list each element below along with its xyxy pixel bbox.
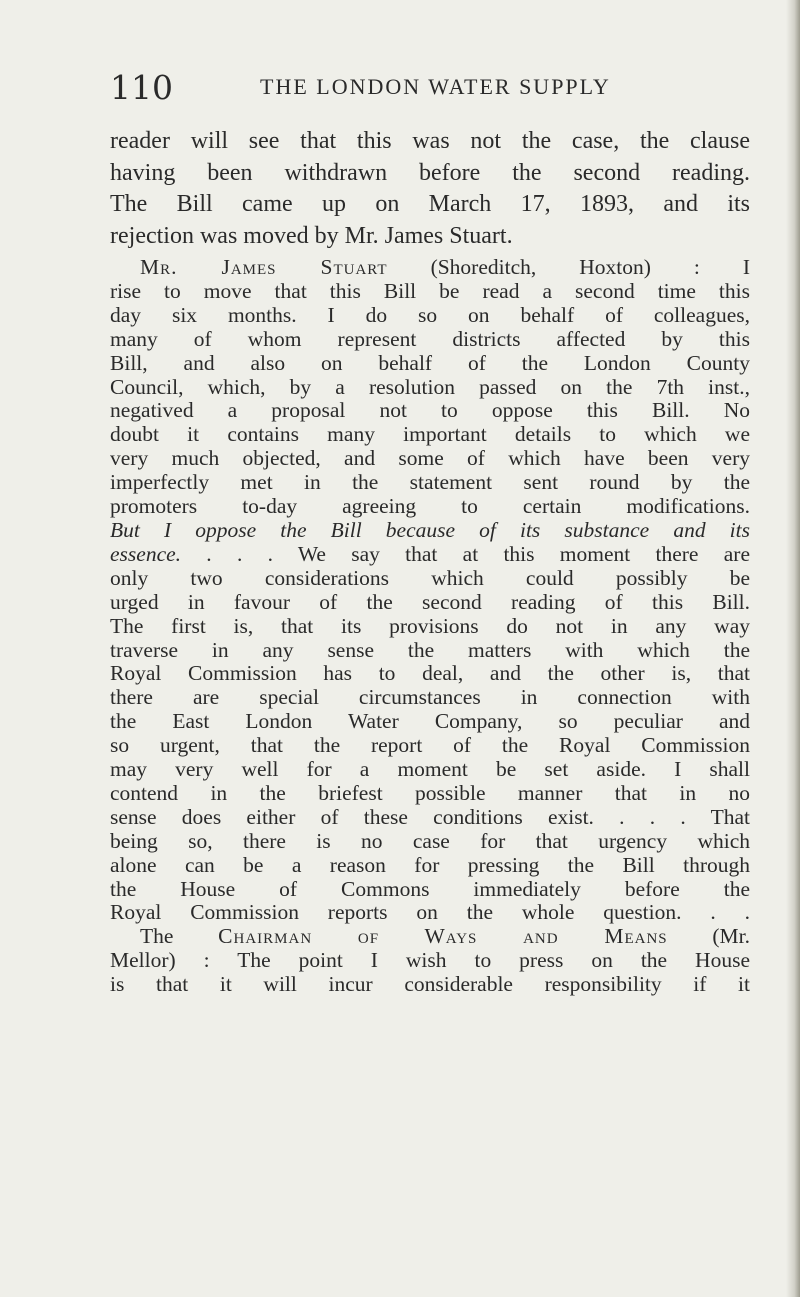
page-edge-shadow — [786, 0, 800, 1297]
text-line: doubt it contains many important details to which we — [110, 422, 750, 447]
page-header — [110, 68, 750, 108]
text-line: sense does either of these conditions exist. . . . That — [110, 804, 750, 829]
page-number: 110 — [110, 68, 173, 107]
intro-paragraph — [110, 126, 750, 252]
text-line: the East London Water Company, so peculiar and — [110, 709, 750, 734]
text-line: rejection was moved by Mr. James Stuart. — [110, 222, 513, 249]
text-line: imperfectly met in the statement sent round by the — [110, 470, 750, 495]
italic-line: But I oppose the Bill because of its substance and its — [110, 517, 750, 542]
text-line: Mellor) : The point I wish to press on the House — [110, 948, 750, 973]
text-line: very much objected, and some of which have been very — [110, 446, 750, 471]
text-line: alone can be a reason for pressing the Bill through — [110, 852, 750, 877]
text-line: The first is, that its provisions do not in any way — [110, 613, 750, 638]
line-rest: (Mr. — [667, 924, 750, 949]
text-line: promoters to-day agreeing to certain modifications. — [110, 494, 750, 519]
text-line — [110, 543, 750, 567]
text-line: Royal Commission reports on the whole question. . . — [110, 900, 750, 925]
text-line: negatived a proposal not to oppose this Bill. No — [110, 398, 750, 423]
text-line: only two considerations which could possibly be — [110, 565, 750, 590]
text-line: many of whom represent districts affected by this — [110, 326, 750, 351]
text-line: rise to move that this Bill be read a second time this — [110, 278, 750, 303]
text-line — [110, 256, 750, 280]
text-line: is that it will incur considerable responsibility if it — [110, 972, 750, 997]
italic-word: essence. — [110, 541, 182, 566]
text-line: Royal Commission has to deal, and the other is, that — [110, 661, 750, 686]
text-line: there are special circumstances in connection with — [110, 685, 750, 710]
running-title: THE LONDON WATER SUPPLY — [260, 74, 611, 99]
speaker-name: Chairman of Ways and Means — [218, 924, 668, 949]
text-line: urged in favour of the second reading of this Bill. — [110, 589, 750, 614]
text-line: The Bill came up on March 17, 1893, and its — [110, 191, 750, 217]
text-line: Council, which, by a resolution passed on the 7th inst., — [110, 374, 750, 399]
text-line: Bill, and also on behalf of the London County — [110, 350, 750, 375]
line-rest: . . . We say that at this moment there are — [181, 541, 750, 566]
text-line: reader will see that this was not the case, the clause — [110, 128, 750, 154]
quoted-speech — [110, 256, 750, 997]
text-line: may very well for a moment be set aside. I shall — [110, 757, 750, 782]
text-line: day six months. I do so on behalf of colleagues, — [110, 302, 750, 327]
text-line: being so, there is no case for that urgency which — [110, 828, 750, 853]
text-line: traverse in any sense the matters with which the — [110, 637, 750, 662]
text-line — [110, 925, 750, 949]
speaker-name: Mr. James Stuart — [140, 255, 388, 279]
text-line: contend in the briefest possible manner that in no — [110, 780, 750, 805]
text-line: the House of Commons immediately before the — [110, 876, 750, 901]
speaker-constituency: (Shoreditch, Hoxton) : I — [387, 255, 751, 279]
line-prefix: The — [140, 924, 219, 949]
text-line: having been withdrawn before the second reading. — [110, 159, 750, 186]
text-line: so urgent, that the report of the Royal Commission — [110, 733, 750, 758]
